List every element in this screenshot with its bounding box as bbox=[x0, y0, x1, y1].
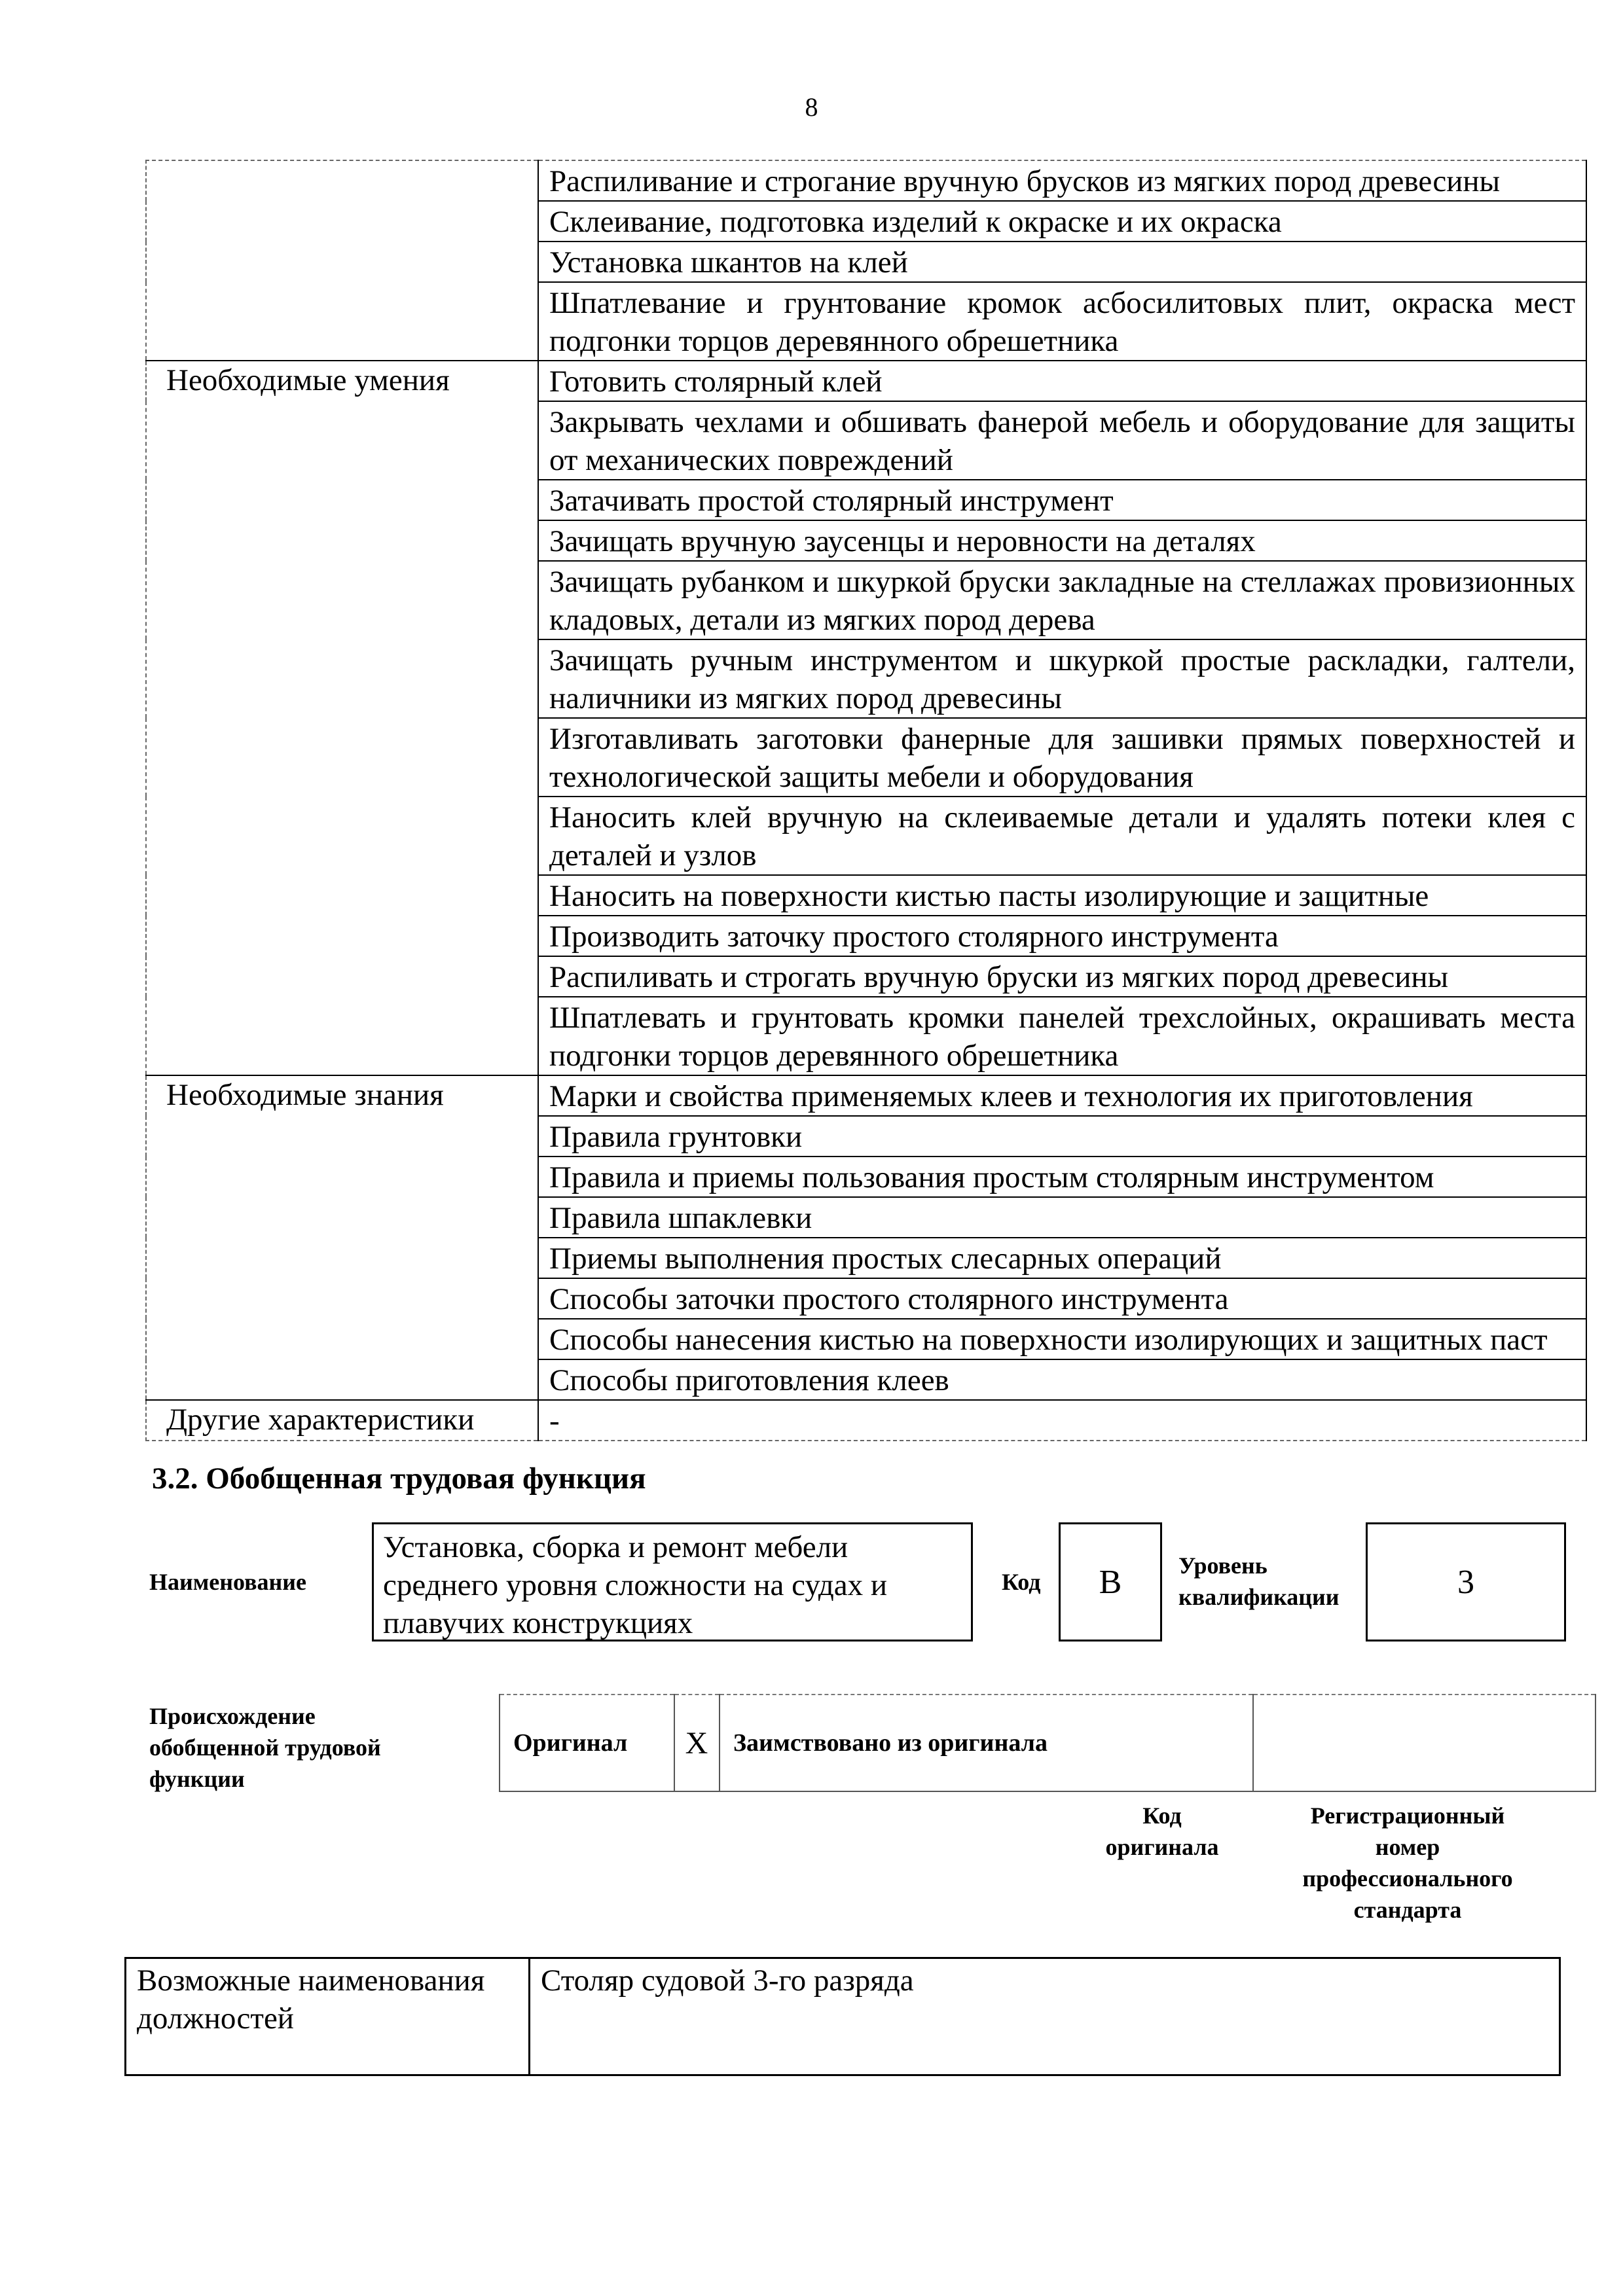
competency-item: Готовить столярный клей bbox=[538, 361, 1586, 401]
positions-value: Столяр судовой 3-го разряда bbox=[530, 1958, 1560, 2075]
level-label-line-1: Уровень bbox=[1178, 1552, 1267, 1579]
table-row bbox=[146, 361, 1586, 401]
name-label: Наименование bbox=[149, 1569, 306, 1595]
registration-caption-line-1: Регистрационный bbox=[1310, 1803, 1505, 1829]
level-label-line-2: квалификации bbox=[1178, 1584, 1340, 1610]
competency-item: Затачивать простой столярный инструмент bbox=[538, 480, 1586, 520]
competency-item: - bbox=[538, 1400, 1586, 1441]
competency-item: Способы приготовления клеев bbox=[538, 1359, 1586, 1400]
registration-caption-line-4: стандарта bbox=[1353, 1897, 1462, 1923]
competency-item: Распиливать и строгать вручную бруски из мягких пород древесины bbox=[538, 956, 1586, 997]
competency-item: Закрывать чехлами и обшивать фанерой мебель и оборудование для защиты от механических повреждений bbox=[538, 401, 1586, 480]
section-label: Необходимые умения bbox=[146, 361, 538, 1075]
code-origin-caption-line-2: оригинала bbox=[1105, 1834, 1219, 1860]
registration-caption-line-3: профессионального bbox=[1302, 1865, 1513, 1892]
origin-label-line-2: обобщенной трудовой bbox=[149, 1734, 381, 1761]
competency-item: Установка шкантов на клей bbox=[538, 242, 1586, 282]
competency-item: Зачищать вручную заусенцы и неровности на деталях bbox=[538, 520, 1586, 561]
section-heading: 3.2. Обобщенная трудовая функция bbox=[152, 1462, 646, 1496]
origin-label bbox=[149, 1700, 381, 1795]
registration-number-cell bbox=[1253, 1695, 1596, 1791]
competency-item: Марки и свойства применяемых клеев и технология их приготовления bbox=[538, 1075, 1586, 1116]
code-origin-caption-line-1: Код bbox=[1142, 1803, 1182, 1829]
competency-item: Наносить на поверхности кистью пасты изолирующие и защитные bbox=[538, 875, 1586, 916]
table-row bbox=[146, 1400, 1586, 1441]
function-code-value: B bbox=[1059, 1522, 1162, 1641]
borrowed-label: Заимствовано из оригинала bbox=[720, 1695, 1253, 1791]
competency-item: Способы нанесения кистью на поверхности изолирующих и защитных паст bbox=[538, 1319, 1586, 1359]
function-name-value: Установка, сборка и ремонт мебели среднего уровня сложности на судах и плавучих конструкциях bbox=[372, 1522, 973, 1641]
positions-table bbox=[124, 1957, 1561, 2076]
code-label: Код bbox=[1002, 1569, 1041, 1595]
level-label bbox=[1178, 1550, 1340, 1613]
origin-table bbox=[499, 1694, 1596, 1792]
registration-caption-line-2: номер bbox=[1375, 1834, 1440, 1860]
table-row bbox=[146, 1075, 1586, 1116]
section-label bbox=[146, 160, 538, 361]
competency-item: Правила грунтовки bbox=[538, 1116, 1586, 1157]
original-label: Оригинал bbox=[500, 1695, 674, 1791]
original-mark: X bbox=[674, 1695, 720, 1791]
competency-table bbox=[145, 160, 1587, 1441]
competency-item: Зачищать рубанком и шкуркой бруски закладные на стеллажах провизионных кладовых, детали из мягких пород дерева bbox=[538, 561, 1586, 639]
competency-item: Правила шпаклевки bbox=[538, 1197, 1586, 1238]
section-label: Другие характеристики bbox=[146, 1400, 538, 1441]
competency-item: Наносить клей вручную на склеиваемые детали и удалять потеки клея с деталей и узлов bbox=[538, 797, 1586, 875]
origin-label-line-3: функции bbox=[149, 1766, 245, 1792]
positions-label: Возможные наименования должностей bbox=[126, 1958, 530, 2075]
table-row bbox=[146, 160, 1586, 201]
registration-caption bbox=[1270, 1800, 1545, 1926]
origin-label-line-1: Происхождение bbox=[149, 1703, 316, 1729]
competency-item: Распиливание и строгание вручную брусков из мягких пород древесины bbox=[538, 160, 1586, 201]
competency-item: Правила и приемы пользования простым столярным инструментом bbox=[538, 1157, 1586, 1197]
competency-item: Склеивание, подготовка изделий к окраске и их окраска bbox=[538, 201, 1586, 242]
competency-item: Зачищать ручным инструментом и шкуркой простые раскладки, галтели, наличники из мягких пород древесины bbox=[538, 639, 1586, 718]
competency-item: Приемы выполнения простых слесарных операций bbox=[538, 1238, 1586, 1278]
competency-item: Производить заточку простого столярного инструмента bbox=[538, 916, 1586, 956]
qualification-level-value: 3 bbox=[1366, 1522, 1566, 1641]
code-origin-caption bbox=[1080, 1800, 1244, 1863]
page-number: 8 bbox=[805, 92, 818, 122]
competency-item: Способы заточки простого столярного инструмента bbox=[538, 1278, 1586, 1319]
competency-item: Шпатлевание и грунтование кромок асбосилитовых плит, окраска мест подгонки торцов деревянного обрешетника bbox=[538, 282, 1586, 361]
competency-item: Изготавливать заготовки фанерные для зашивки прямых поверхностей и технологической защиты мебели и оборудования bbox=[538, 718, 1586, 797]
competency-item: Шпатлевать и грунтовать кромки панелей трехслойных, окрашивать места подгонки торцов деревянного обрешетника bbox=[538, 997, 1586, 1075]
section-label: Необходимые знания bbox=[146, 1075, 538, 1400]
